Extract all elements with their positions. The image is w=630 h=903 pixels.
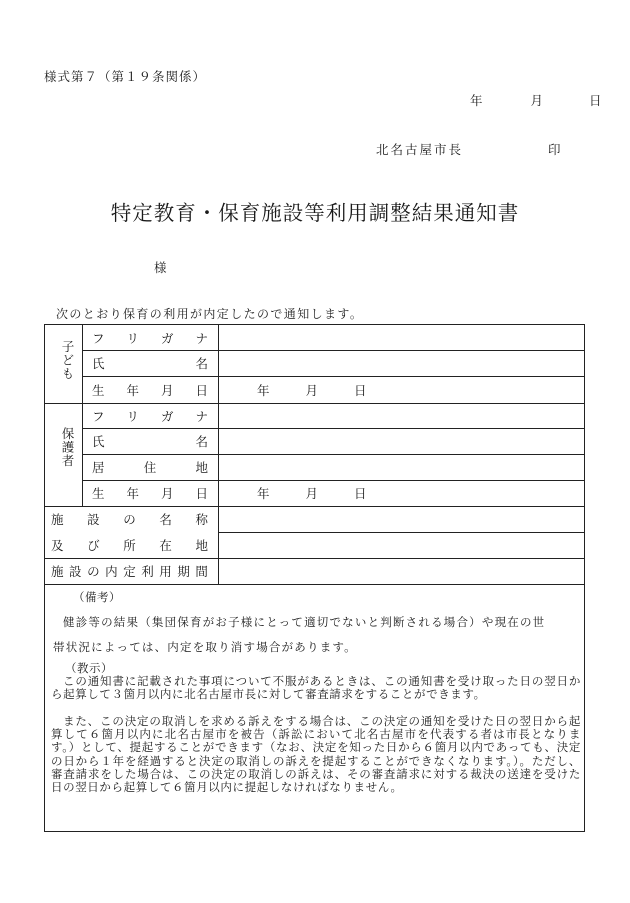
- year-label: 年: [257, 486, 270, 501]
- month-label: 月: [305, 486, 319, 501]
- issuer-name: 北名古屋市長: [376, 142, 464, 157]
- col-divider: [82, 325, 83, 506]
- guardian-furigana-label: フ リ ガ ナ: [92, 408, 208, 424]
- facility-name-label: 施 設 の 名 称: [51, 512, 208, 527]
- day-label: 日: [588, 93, 602, 108]
- intro-text: 次のとおり保育の利用が内定したので通知します。: [56, 307, 364, 321]
- day-label: 日: [354, 486, 367, 501]
- year-label: 年: [470, 93, 483, 108]
- instruction-label: （教示）: [65, 661, 113, 675]
- issue-date: [470, 91, 601, 109]
- instruction-paragraph-2: また、この決定の取消しを求める訴えをする場合は、この決定の通知を受けた日の翌日から起算して６箇月以内に北名古屋市を被告（訴訟において北名古屋市を代表する者は市長となります。）として、提起することができます（なお、決定を知った日から６箇月以内であっても、決定の日から１年を経過すると決定の取消しの訴えを提起することができなくなります。）。ただし、審査請求をした場合は、この決定の取消しの訴えは、その審査請求に対する裁決の送達を受けた日の翌日から起算して６箇月以内に提起しなければなりません。: [51, 714, 581, 795]
- remarks-label: （備考）: [73, 590, 121, 604]
- recipient-suffix: 様: [154, 260, 167, 275]
- notice-table: [44, 324, 585, 832]
- remarks-line-1: 健診等の結果（集団保育がお子様にとって適切でないと判断される場合）や現在の世: [63, 615, 546, 629]
- row-divider: [218, 532, 585, 533]
- child-birthdate-value: [257, 376, 367, 403]
- col-divider: [218, 325, 219, 584]
- row-divider: [45, 584, 585, 585]
- guardian-birthdate-value: [257, 480, 367, 506]
- facility-period-label: 施 設 の 内 定 利 用 期 間: [51, 564, 208, 579]
- facility-location-label: 及 び 所 在 地: [51, 538, 208, 553]
- seal-mark: 印: [548, 142, 561, 157]
- child-name-label: 氏 名: [92, 356, 208, 371]
- instruction-paragraph-1: この通知書に記載された事項について不服があるときは、この通知書を受け取った日の翌日から起算して３箇月以内に北名古屋市長に対して審査請求をすることができます。: [51, 674, 581, 702]
- child-furigana-label: フ リ ガ ナ: [92, 330, 208, 346]
- form-number: 様式第７（第１９条関係）: [44, 69, 207, 84]
- month-label: 月: [305, 382, 319, 398]
- guardian-birthdate-label: 生 年 月 日: [92, 486, 208, 501]
- remarks-line-2: 帯状況によっては、内定を取り消す場合があります。: [53, 640, 357, 654]
- guardian-group-label: 保護者: [60, 427, 75, 468]
- day-label: 日: [354, 382, 367, 398]
- year-label: 年: [257, 382, 270, 398]
- month-label: 月: [530, 93, 543, 108]
- document-title: 特定教育・保育施設等利用調整結果通知書: [110, 201, 520, 225]
- guardian-address-label: 居 住 地: [92, 460, 208, 475]
- child-group-label: 子ども: [60, 340, 75, 381]
- guardian-name-label: 氏 名: [92, 434, 208, 449]
- child-birthdate-label: 生 年 月 日: [92, 382, 208, 398]
